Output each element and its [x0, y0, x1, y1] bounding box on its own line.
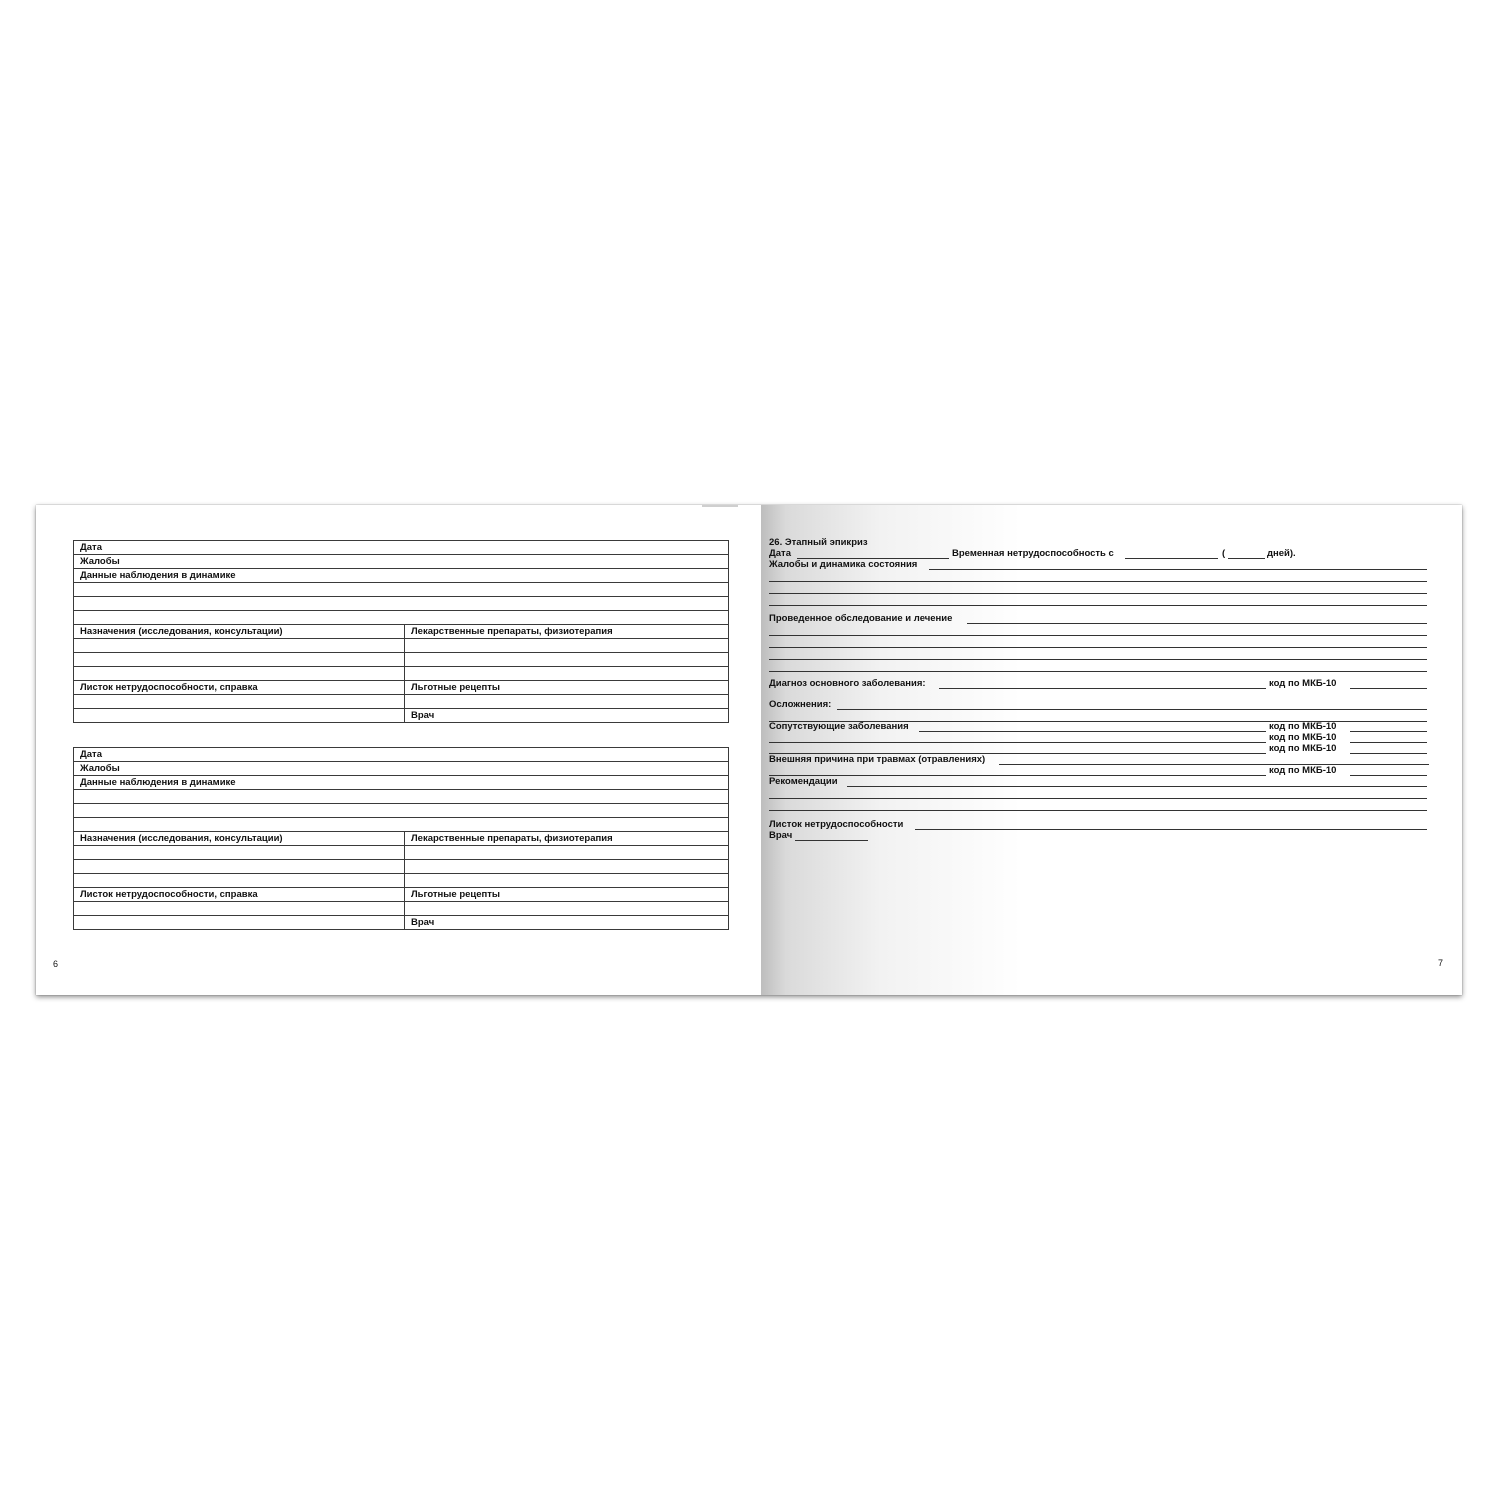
icd-code-line[interactable] [1350, 688, 1427, 689]
page-number-left: 6 [53, 959, 59, 969]
date-field-label: Дата [74, 748, 729, 762]
icd-code-label: код по МКБ-10 [1269, 732, 1337, 743]
section-title: 26. Этапный эпикриз [769, 537, 868, 548]
preferential-line[interactable] [405, 695, 729, 709]
sick-leave-field-label: Листок нетрудоспособности, справка [74, 888, 405, 902]
temp-disability-label: Временная нетрудоспособность с [952, 548, 1114, 559]
examination-line[interactable] [769, 647, 1427, 648]
sick-leave-line[interactable] [74, 916, 405, 930]
prescriptions-field-label: Назначения (исследования, консультации) [74, 625, 405, 639]
examination-label: Проведенное обследование и лечение [769, 613, 953, 624]
complaints-field-label: Жалобы [74, 555, 729, 569]
days-count-line[interactable] [1228, 558, 1265, 559]
page-number-right: 7 [1438, 958, 1444, 968]
icd-code-line[interactable] [1350, 731, 1427, 732]
complaints-line[interactable] [769, 605, 1427, 606]
prescriptions-line[interactable] [74, 874, 405, 888]
icd-code-label: код по МКБ-10 [1269, 743, 1337, 754]
recommendations-line[interactable] [769, 810, 1427, 811]
observation-field-label: Данные наблюдения в динамике [74, 776, 729, 790]
date-field-label: Дата [74, 541, 729, 555]
observation-line[interactable] [74, 790, 729, 804]
prescriptions-line[interactable] [74, 639, 405, 653]
drugs-line[interactable] [405, 639, 729, 653]
complaints-line[interactable] [769, 593, 1427, 594]
recommendations-line[interactable] [769, 798, 1427, 799]
examination-line[interactable] [769, 635, 1427, 636]
sick-leave-line[interactable] [74, 695, 405, 709]
right-page [761, 505, 1462, 995]
preferential-line[interactable] [405, 902, 729, 916]
observation-form-2 [73, 747, 729, 930]
preferential-prescriptions-field-label: Льготные рецепты [405, 888, 729, 902]
external-cause-line[interactable] [999, 764, 1429, 765]
doctor-field-label: Врач [405, 916, 729, 930]
drugs-field-label: Лекарственные препараты, физиотерапия [405, 625, 729, 639]
drugs-line[interactable] [405, 874, 729, 888]
complaints-dynamics-label: Жалобы и динамика состояния [769, 559, 918, 570]
examination-line[interactable] [769, 671, 1427, 672]
comorbid-label: Сопутствующие заболевания [769, 721, 909, 732]
prescriptions-line[interactable] [74, 667, 405, 681]
examination-line[interactable] [967, 623, 1427, 624]
spine-mark [702, 505, 738, 507]
drugs-field-label: Лекарственные препараты, физиотерапия [405, 832, 729, 846]
icd-code-line[interactable] [1350, 742, 1427, 743]
doctor-signature-line[interactable] [795, 840, 868, 841]
days-label: дней). [1267, 548, 1296, 559]
observation-line[interactable] [74, 804, 729, 818]
recommendations-line[interactable] [847, 786, 1427, 787]
complaints-line[interactable] [769, 581, 1427, 582]
sick-leave-line[interactable] [74, 902, 405, 916]
doctor-field-label: Врач [405, 709, 729, 723]
icd-code-label: код по МКБ-10 [1269, 678, 1337, 689]
left-page [36, 505, 761, 995]
date-label: Дата [769, 548, 791, 559]
sick-leave-field-label: Листок нетрудоспособности, справка [74, 681, 405, 695]
observation-line[interactable] [74, 818, 729, 832]
icd-code-line[interactable] [1350, 775, 1427, 776]
sick-leave-line[interactable] [915, 829, 1427, 830]
complications-line[interactable] [837, 709, 1427, 710]
drugs-line[interactable] [405, 653, 729, 667]
temp-disability-from-line[interactable] [1125, 558, 1218, 559]
drugs-line[interactable] [405, 667, 729, 681]
complications-label: Осложнения: [769, 699, 832, 710]
drugs-line[interactable] [405, 846, 729, 860]
icd-code-line[interactable] [1350, 753, 1427, 754]
icd-code-label: код по МКБ-10 [1269, 721, 1337, 732]
days-open-paren: ( [1222, 548, 1226, 559]
prescriptions-line[interactable] [74, 846, 405, 860]
sick-leave-label: Листок нетрудоспособности [769, 819, 904, 830]
complaints-line[interactable] [929, 569, 1427, 570]
observation-field-label: Данные наблюдения в динамике [74, 569, 729, 583]
examination-line[interactable] [769, 659, 1427, 660]
sick-leave-line[interactable] [74, 709, 405, 723]
main-diagnosis-line[interactable] [939, 688, 1266, 689]
complaints-field-label: Жалобы [74, 762, 729, 776]
main-diagnosis-label: Диагноз основного заболевания: [769, 678, 926, 689]
external-cause-label: Внешняя причина при травмах (отравлениях) [769, 754, 986, 765]
preferential-prescriptions-field-label: Льготные рецепты [405, 681, 729, 695]
icd-code-label: код по МКБ-10 [1269, 765, 1337, 776]
doctor-label: Врач [769, 830, 793, 841]
observation-form-1 [73, 540, 729, 723]
prescriptions-line[interactable] [74, 653, 405, 667]
recommendations-label: Рекомендации [769, 776, 838, 787]
prescriptions-line[interactable] [74, 860, 405, 874]
comorbid-line[interactable] [769, 742, 1266, 743]
observation-line[interactable] [74, 597, 729, 611]
booklet-spread [36, 505, 1462, 995]
observation-line[interactable] [74, 611, 729, 625]
comorbid-line[interactable] [919, 731, 1266, 732]
external-cause-line[interactable] [769, 775, 1266, 776]
drugs-line[interactable] [405, 860, 729, 874]
prescriptions-field-label: Назначения (исследования, консультации) [74, 832, 405, 846]
observation-line[interactable] [74, 583, 729, 597]
